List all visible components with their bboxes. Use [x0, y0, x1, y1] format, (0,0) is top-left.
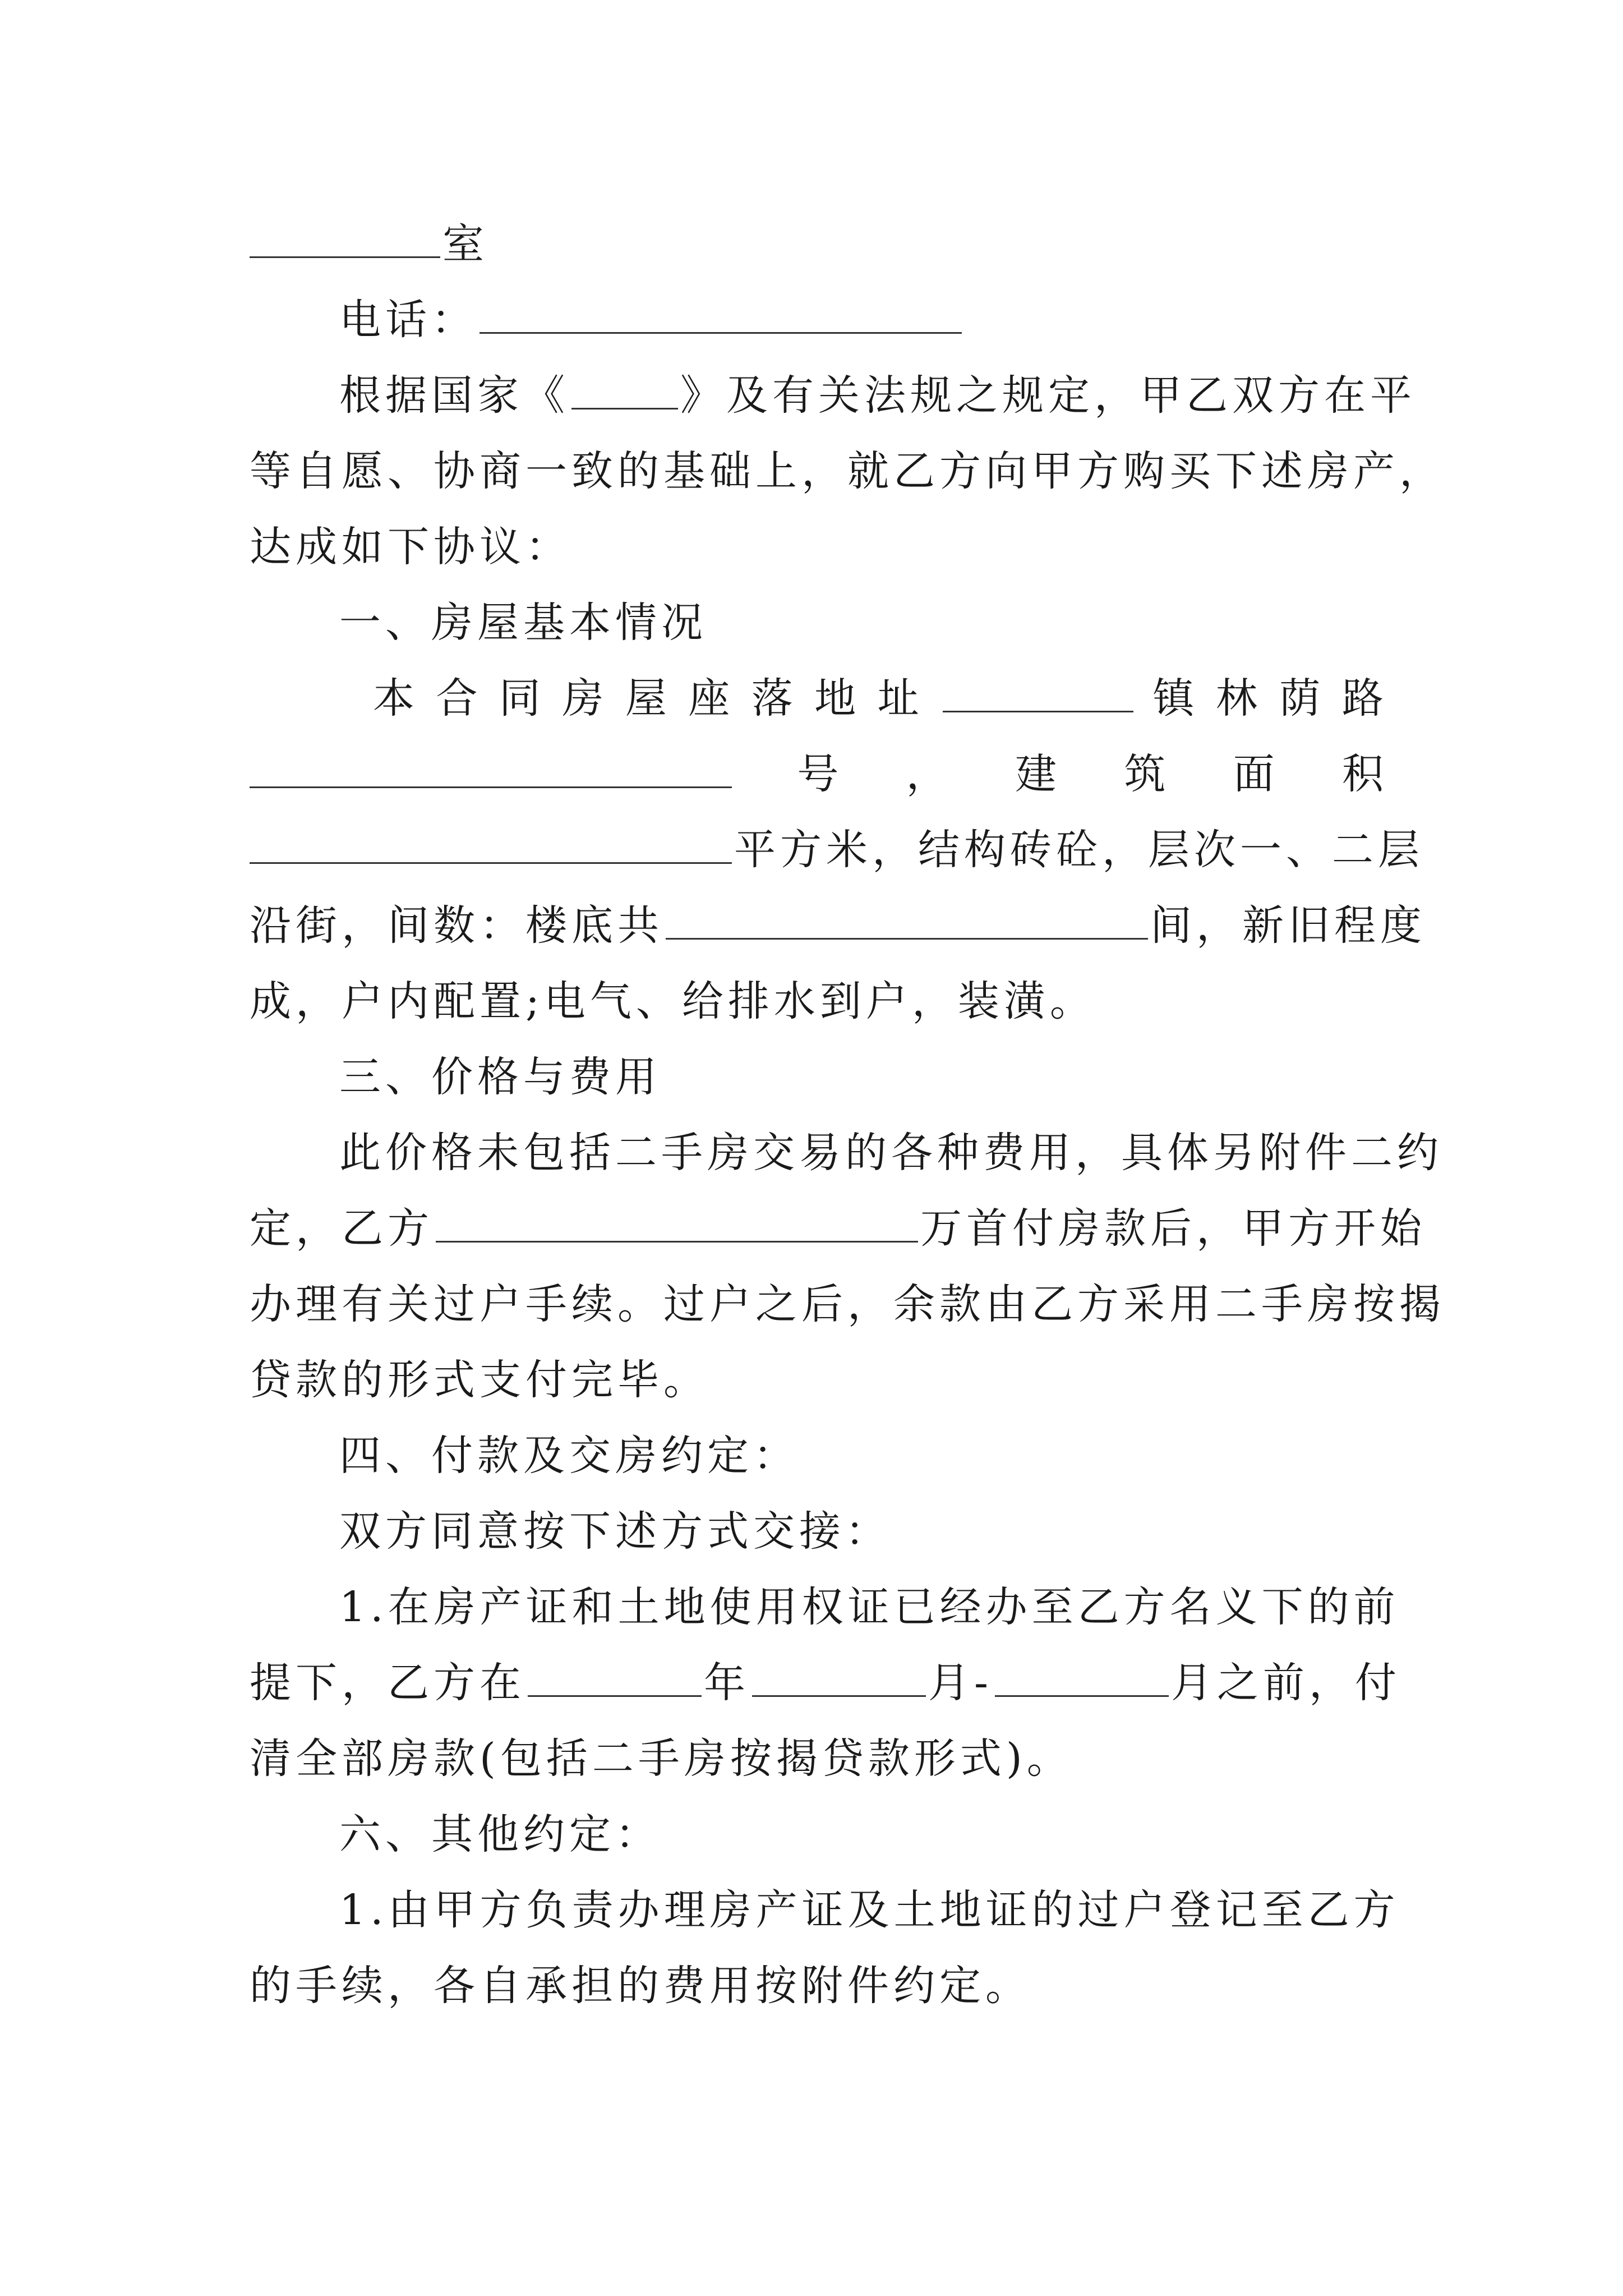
text-l20b: 年: [704, 1659, 750, 1707]
text-l12: 三、价格与费用: [339, 1053, 661, 1101]
text-l19: 1.在房产证和土地使用权证已经办至乙方名义下的前: [339, 1583, 1400, 1631]
char: 屋: [625, 674, 671, 723]
doc-line-15: [250, 1271, 1445, 1338]
section-heading-4: [250, 1422, 1388, 1489]
text-l15: 办理有关过户手续。过户之后，余款由乙方采用二手房按揭: [250, 1280, 1445, 1328]
doc-line-9: [250, 816, 1424, 884]
char: 址: [877, 674, 924, 723]
char: 同: [499, 674, 545, 723]
blank-town: [943, 671, 1133, 712]
text-l6: 一、房屋基本情况: [339, 599, 707, 647]
doc-line-14: [250, 1195, 1426, 1262]
char: 镇: [1152, 674, 1199, 723]
doc-line-7: [250, 665, 1388, 732]
doc-line-5: [250, 513, 1388, 581]
char: 面: [1233, 750, 1279, 798]
doc-line-room: [250, 210, 1388, 278]
doc-line-16: [250, 1346, 1388, 1414]
text-l23: 1.由甲方负责办理房产证及土地证的过户登记至乙方: [339, 1886, 1400, 1934]
doc-line-10: [250, 892, 1426, 959]
room-suffix: 室: [442, 220, 488, 268]
blank-downpayment: [436, 1202, 918, 1243]
text-l14a: 定，乙方: [250, 1204, 434, 1253]
doc-line-24: [250, 1952, 1388, 2019]
doc-line-20: [250, 1649, 1401, 1717]
section-heading-6: [250, 1801, 1388, 1868]
blank-month-2: [995, 1656, 1169, 1697]
text-l10b: 间，新旧程度: [1150, 901, 1426, 950]
blank-area: [250, 823, 732, 864]
doc-line-13: [250, 1119, 1443, 1186]
doc-line-23: [250, 1876, 1400, 1944]
doc-line-phone: [250, 286, 1388, 353]
char: 荫: [1279, 674, 1325, 723]
text-l3a: 根据国家《: [339, 371, 569, 420]
text-l17: 四、付款及交房约定：: [339, 1432, 799, 1480]
char: 路: [1341, 674, 1388, 723]
text-l16: 贷款的形式支付完毕。: [250, 1356, 709, 1404]
doc-line-18: [250, 1498, 1388, 1565]
blank-number: [250, 747, 732, 788]
char: 落: [751, 674, 797, 723]
text-l18: 双方同意按下述方式交接：: [339, 1507, 891, 1556]
text-l13: 此价格未包括二手房交易的各种费用，具体另附件二约: [339, 1129, 1443, 1177]
char: 筑: [1124, 750, 1170, 798]
section-heading-3: [250, 1043, 1388, 1111]
doc-line-11: [250, 968, 1388, 1035]
char: 座: [688, 674, 735, 723]
char: 地: [814, 674, 861, 723]
text-l5: 达成如下协议：: [250, 523, 571, 571]
text-l11: 成，户内配置;电气、给排水到户，装潢。: [250, 977, 1096, 1025]
char: 林: [1215, 674, 1262, 723]
text-l24: 的手续，各自承担的费用按附件约定。: [250, 1962, 1031, 2010]
section-heading-1: [250, 589, 1388, 656]
doc-line-19: [250, 1573, 1400, 1641]
blank-month-1: [752, 1656, 926, 1697]
char: 房: [562, 674, 608, 723]
char: ，: [906, 750, 952, 798]
text-l4: 等自愿、协商一致的基础上，就乙方向甲方购买下述房产，: [250, 447, 1445, 495]
text-l20d: 月之前，付: [1171, 1659, 1401, 1707]
char: 号: [797, 750, 843, 798]
text-l20c: 月-: [928, 1659, 993, 1707]
doc-line-21: [250, 1725, 1388, 1792]
blank-rooms: [666, 899, 1148, 940]
text-l9: 平方米，结构砖砼，层次一、二层: [734, 826, 1424, 874]
char: 合: [436, 674, 482, 723]
text-l22: 六、其他约定：: [339, 1810, 661, 1858]
phone-label: 电话：: [339, 296, 477, 344]
text-l20a: 提下，乙方在: [250, 1659, 525, 1707]
doc-line-8: [250, 740, 1388, 808]
blank-law: [571, 369, 678, 409]
char: 建: [1015, 750, 1061, 798]
doc-line-3: [250, 362, 1416, 429]
blank-room: [250, 217, 440, 258]
blank-year: [528, 1656, 702, 1697]
char: 本: [373, 674, 419, 723]
text-l10a: 沿街，间数：楼底共: [250, 901, 663, 950]
blank-phone: [479, 293, 962, 334]
char: 积: [1341, 750, 1388, 798]
text-l3b: 》及有关法规之规定，甲乙双方在平: [680, 371, 1416, 420]
doc-line-4: [250, 438, 1445, 505]
text-l14b: 万首付房款后，甲方开始: [920, 1204, 1426, 1253]
text-l21: 清全部房款(包括二手房按揭贷款形式)。: [250, 1734, 1073, 1783]
